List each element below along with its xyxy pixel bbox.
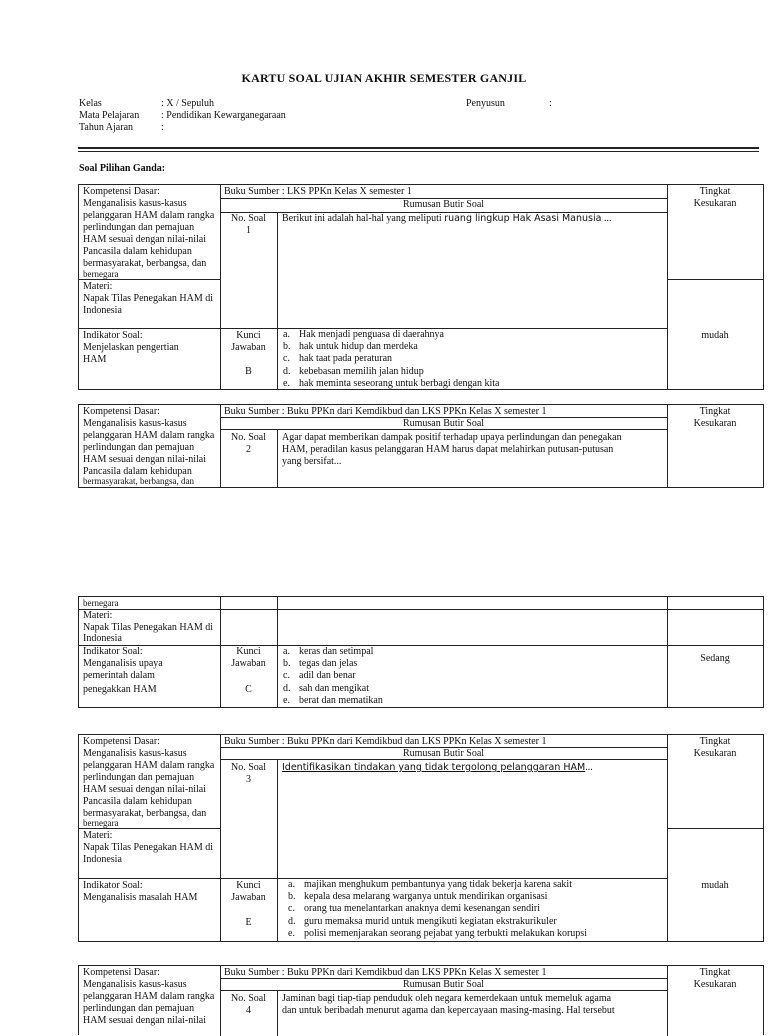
kd-text-3: perlindungan dan pemajuan (83, 442, 195, 453)
buku-sumber: Buku Sumber : Buku PPKn dari Kemdikbud dan LKS PPKn Kelas X semester 1 (224, 736, 547, 747)
materi-text-1: Napak Tilas Penegakan HAM di (83, 293, 213, 304)
materi-text-1: Napak Tilas Penegakan HAM di (83, 842, 213, 853)
kunci-label: Kunci (236, 330, 261, 341)
penyusun-label: Penyusun (466, 98, 505, 109)
question-text: Berikut ini adalah hal-hal yang meliputi ruang lingkup Hak Asasi Manusia ... (282, 213, 612, 224)
kd-text-4: HAM sesuai dengan nilai-nilai (83, 784, 207, 795)
materi-label: Materi: (83, 830, 113, 841)
materi-text-2: Indonesia (83, 854, 122, 865)
kd-text-5: Pancasila dalam kehidupan (83, 246, 192, 257)
question-text: Identifikasikan tindakan yang tidak tergolong pelanggaran HAM... (282, 762, 593, 773)
no-soal-label: No. Soal (231, 993, 266, 1004)
kd-text-6: bermasyarakat, berbangsa, dan (83, 476, 194, 486)
buku-sumber: Buku Sumber : Buku PPKn dari Kemdikbud dan LKS PPKn Kelas X semester 1 (224, 967, 547, 978)
option-d: d. guru memaksa murid untuk mengikuti kegiatan ekstrakurikuler (288, 915, 557, 927)
penyusun-value: : (549, 98, 552, 109)
option-c: c. adil dan benar (283, 670, 356, 682)
kd-label: Kompetensi Dasar: (83, 186, 160, 197)
kesukaran-label: Kesukaran (693, 198, 737, 209)
materi-text-1: Napak Tilas Penegakan HAM di (83, 622, 213, 633)
materi-text-2: Indonesia (83, 305, 122, 316)
indikator-text-2: pemerintah dalam (83, 670, 155, 681)
tingkat-label: Tingkat (699, 967, 731, 978)
option-d: d. sah dan mengikat (283, 682, 369, 694)
kd-text-7: bernegara (83, 598, 119, 608)
no-soal-value: 3 (246, 774, 251, 785)
rumusan-header: Rumusan Butir Soal (402, 418, 485, 429)
jawaban-label: Jawaban (231, 658, 266, 669)
kd-text-4: HAM sesuai dengan nilai-nilai (83, 454, 207, 465)
kd-text-1: Menganalisis kasus-kasus (83, 979, 187, 990)
kesukaran-label: Kesukaran (693, 418, 737, 429)
header-rule-thick (78, 147, 759, 149)
indikator-text-2: HAM (83, 354, 107, 365)
header-rule-thin (78, 151, 759, 152)
option-e: e. polisi memenjarakan seorang pejabat yang terbukti melakukan korupsi (288, 927, 587, 939)
kd-text-3: perlindungan dan pemajuan (83, 222, 195, 233)
kd-text-5: Pancasila dalam kehidupan (83, 466, 192, 477)
kd-label: Kompetensi Dasar: (83, 406, 160, 417)
rumusan-header: Rumusan Butir Soal (402, 748, 485, 759)
question-card-2-top (78, 404, 764, 488)
question-card-3 (78, 734, 764, 942)
indikator-text-1: Menganalisis upaya (83, 658, 163, 669)
kd-text-1: Menganalisis kasus-kasus (83, 418, 187, 429)
question-line-1: Agar dapat memberikan dampak positif terhadap upaya perlindungan dan penegakan (282, 432, 622, 443)
kunci-value: B (245, 366, 252, 377)
buku-sumber: Buku Sumber : LKS PPKn Kelas X semester 1 (224, 186, 412, 197)
section-title: Soal Pilihan Ganda: (79, 163, 166, 174)
indikator-label: Indikator Soal: (83, 646, 143, 657)
mapel-value: : Pendidikan Kewarganegaraan (161, 110, 286, 121)
kd-text-4: HAM sesuai dengan nilai-nilai (83, 234, 207, 245)
kunci-value: E (245, 917, 252, 928)
no-soal-value: 4 (246, 1005, 251, 1016)
option-c: c. hak taat pada peraturan (283, 353, 393, 365)
materi-label: Materi: (83, 610, 113, 621)
tingkat-label: Tingkat (699, 406, 731, 417)
tingkat-value: mudah (701, 880, 729, 891)
tingkat-value: mudah (701, 330, 729, 341)
tahun-label: Tahun Ajaran (79, 122, 134, 133)
kd-text-7: bernegara (83, 818, 119, 828)
kunci-label: Kunci (236, 646, 261, 657)
question-line-2: dan untuk beribadah menurut agama dan kepercayaan masing-masing. Hal tersebut (282, 1005, 615, 1016)
tahun-value: : (161, 122, 164, 133)
kd-text-4: HAM sesuai dengan nilai-nilai (83, 1015, 207, 1026)
kd-text-6: bermasyarakat, berbangsa, dan (83, 258, 207, 269)
kelas-label: Kelas (79, 98, 102, 109)
kd-text-2: pelanggaran HAM dalam rangka (83, 991, 215, 1002)
question-line-3: yang bersifat... (282, 456, 342, 467)
option-b: b. kepala desa melarang warganya untuk mendirikan organisasi (288, 891, 548, 903)
kd-text-2: pelanggaran HAM dalam rangka (83, 760, 215, 771)
option-b: b. tegas dan jelas (283, 658, 358, 670)
tingkat-value: Sedang (700, 653, 730, 664)
option-c: c. orang tua menelantarkan anaknya demi kesenangan sendiri (288, 903, 541, 915)
kd-text-2: pelanggaran HAM dalam rangka (83, 210, 215, 221)
indikator-text-1: Menjelaskan pengertian (83, 342, 179, 353)
option-e: e. hak meminta seseorang untuk berbagi dengan kita (283, 377, 500, 389)
rumusan-header: Rumusan Butir Soal (402, 199, 485, 210)
no-soal-label: No. Soal (231, 432, 266, 443)
kd-text-2: pelanggaran HAM dalam rangka (83, 430, 215, 441)
kd-text-3: perlindungan dan pemajuan (83, 772, 195, 783)
kd-text-6: bermasyarakat, berbangsa, dan (83, 808, 207, 819)
kd-text-5: Pancasila dalam kehidupan (83, 796, 192, 807)
kd-text-7: bernegara (83, 269, 119, 279)
no-soal-value: 2 (246, 444, 251, 455)
indikator-label: Indikator Soal: (83, 330, 143, 341)
kesukaran-label: Kesukaran (693, 979, 737, 990)
no-soal-value: 1 (246, 225, 251, 236)
option-a: a. majikan menghukum pembantunya yang tidak bekerja karena sakit (288, 879, 572, 890)
mapel-label: Mata Pelajaran (79, 110, 140, 121)
no-soal-label: No. Soal (231, 213, 266, 224)
kd-label: Kompetensi Dasar: (83, 967, 160, 978)
kd-text-1: Menganalisis kasus-kasus (83, 748, 187, 759)
tingkat-label: Tingkat (699, 736, 731, 747)
buku-sumber: Buku Sumber : Buku PPKn dari Kemdikbud dan LKS PPKn Kelas X semester 1 (224, 406, 547, 417)
option-e: e. berat dan mematikan (283, 694, 383, 706)
indikator-label: Indikator Soal: (83, 880, 143, 891)
kesukaran-label: Kesukaran (693, 748, 737, 759)
option-d: d. kebebasan memilih jalan hidup (283, 365, 424, 377)
page-title: KARTU SOAL UJIAN AKHIR SEMESTER GANJIL (241, 71, 527, 85)
question-line-1: Jaminan bagi tiap-tiap penduduk oleh negara kemerdekaan untuk memeluk agama (282, 993, 612, 1004)
rumusan-header: Rumusan Butir Soal (402, 979, 485, 990)
jawaban-label: Jawaban (231, 892, 266, 903)
indikator-text-3: penegakkan HAM (83, 684, 157, 695)
kelas-value: : X / Sepuluh (161, 98, 215, 109)
kd-text-3: perlindungan dan pemajuan (83, 1003, 195, 1014)
jawaban-label: Jawaban (231, 342, 266, 353)
materi-label: Materi: (83, 281, 113, 292)
kd-text-1: Menganalisis kasus-kasus (83, 198, 187, 209)
question-card-1 (78, 184, 764, 390)
option-a: a. Hak menjadi penguasa di daerahnya (283, 329, 444, 340)
kunci-value: C (245, 684, 252, 695)
options-list (283, 329, 500, 390)
kd-label: Kompetensi Dasar: (83, 736, 160, 747)
kunci-label: Kunci (236, 880, 261, 891)
materi-text-2: Indonesia (83, 633, 122, 644)
tingkat-label: Tingkat (699, 186, 731, 197)
option-b: b. hak untuk hidup dan merdeka (283, 341, 418, 353)
question-card-4 (78, 965, 764, 1035)
options-list (288, 879, 587, 940)
question-card-2-bottom (78, 596, 764, 708)
question-line-2: HAM, peradilan kasus pelanggaran HAM harus dapat melahirkan putusan-putusan (282, 444, 614, 455)
options-list (283, 646, 383, 707)
option-a: a. keras dan setimpal (283, 646, 374, 657)
indikator-text-1: Menganalisis masalah HAM (83, 892, 198, 903)
no-soal-label: No. Soal (231, 762, 266, 773)
